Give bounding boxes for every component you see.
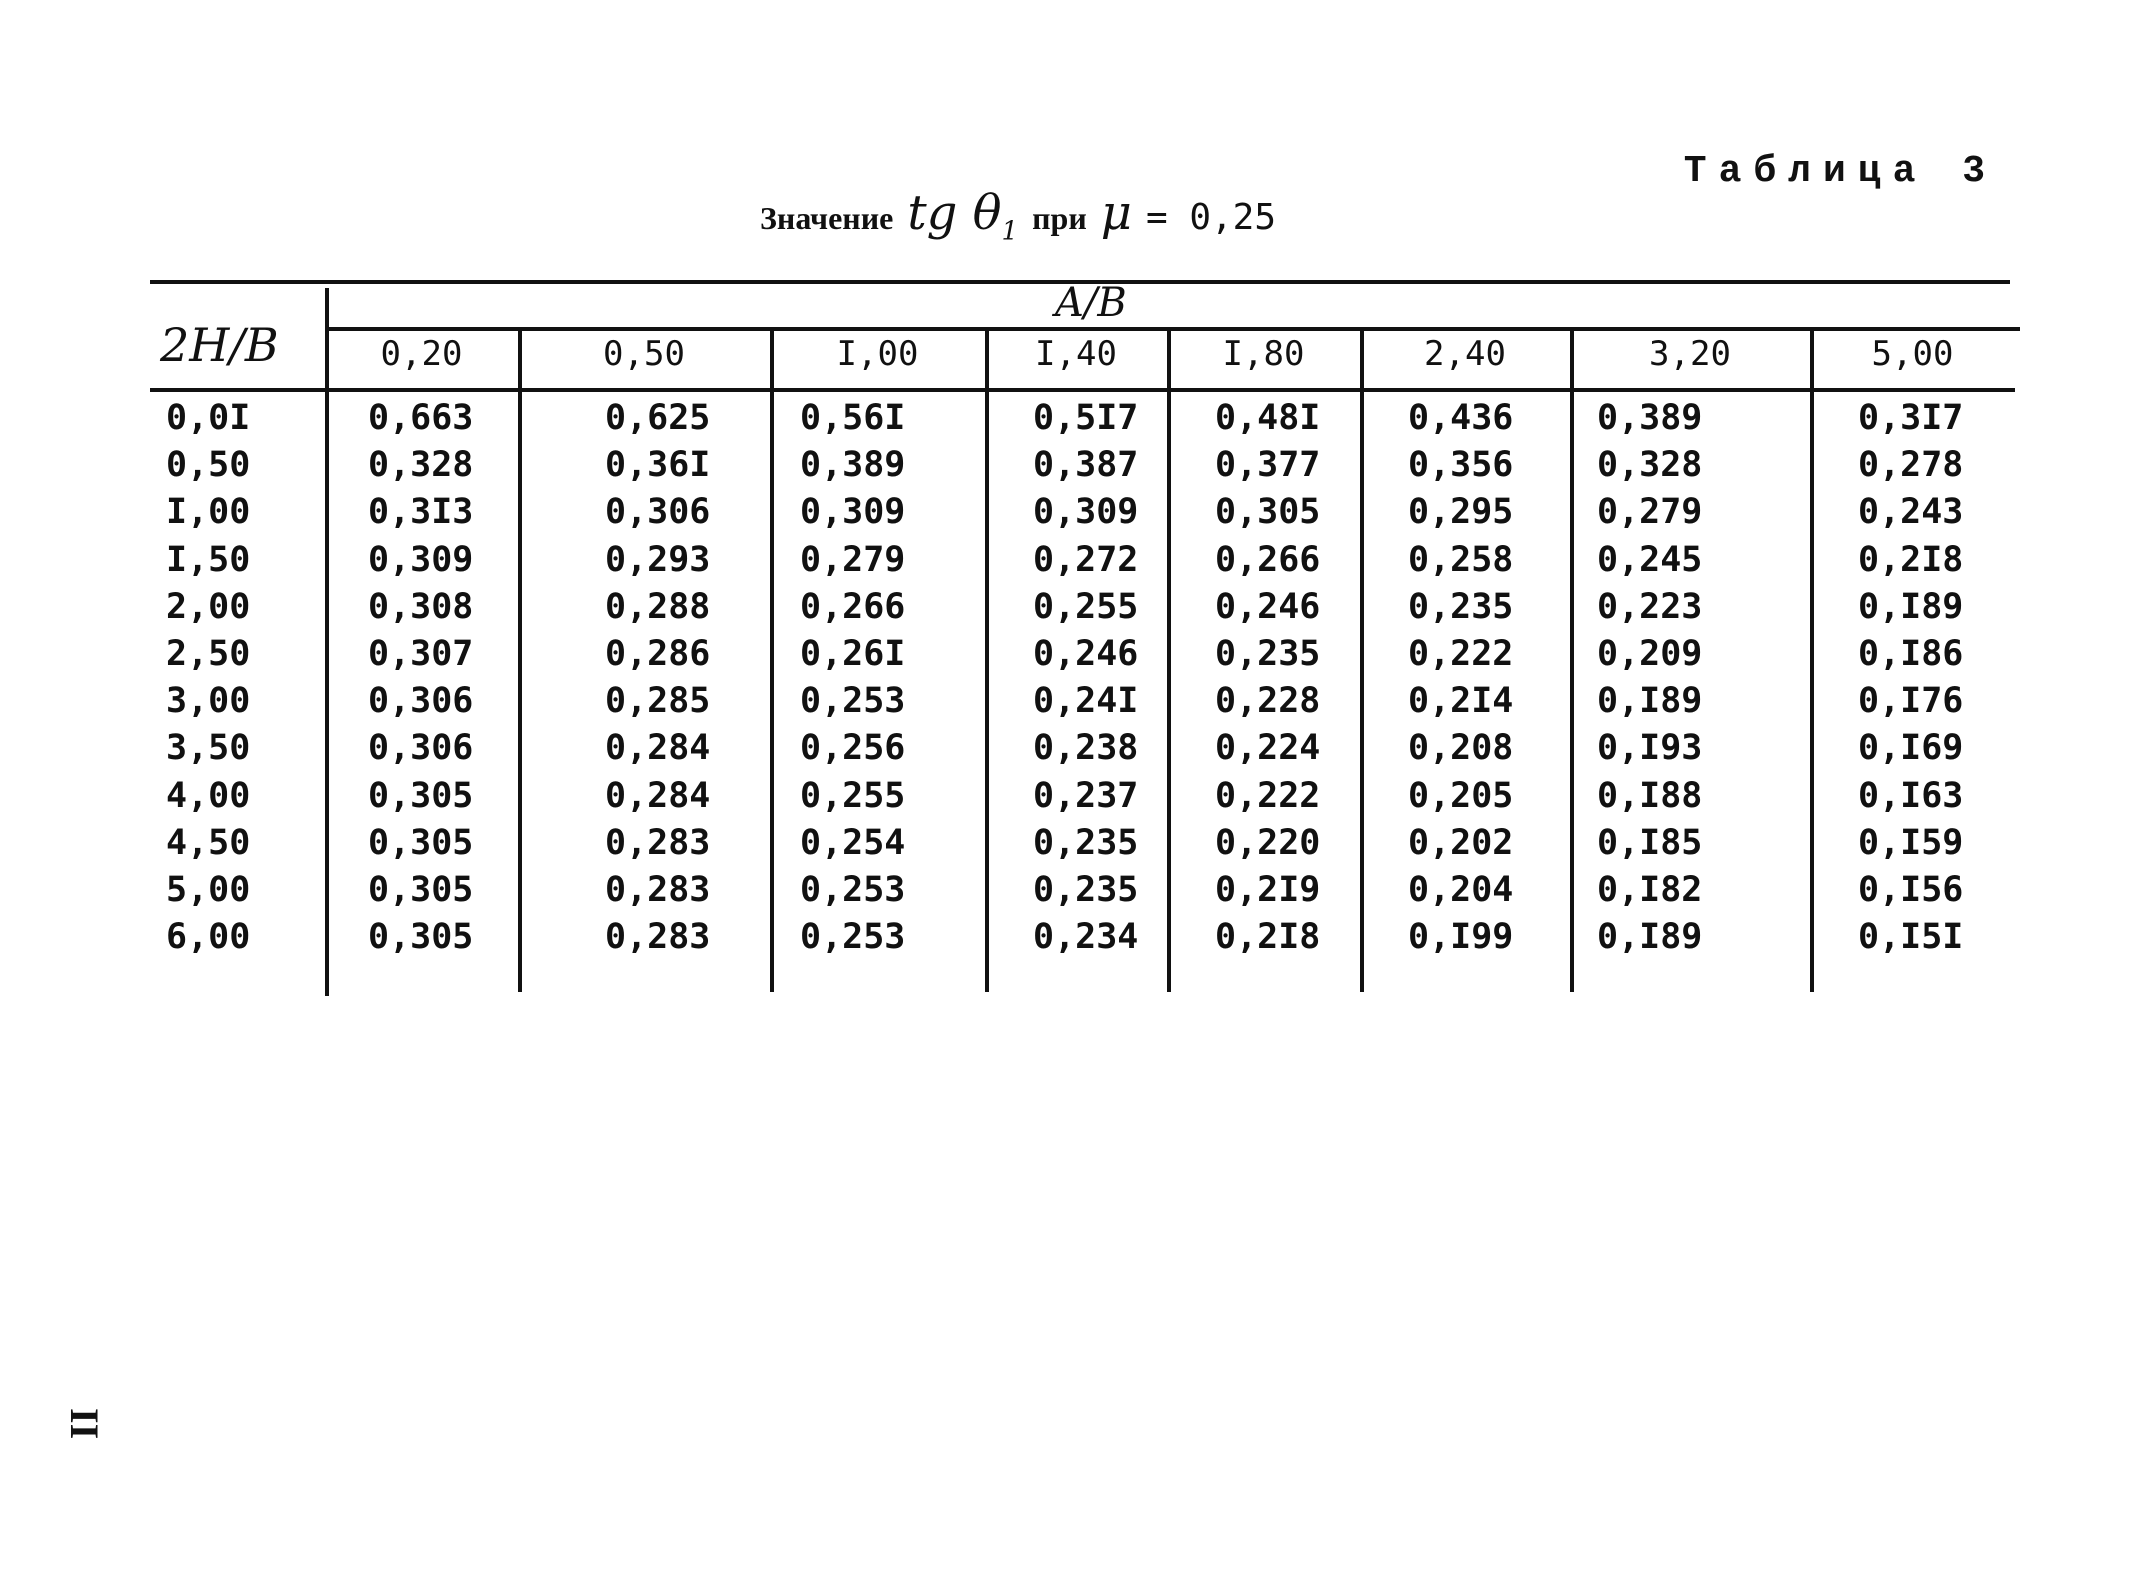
table-cell: 0,278: [1858, 445, 1964, 486]
row-label: 4,00: [166, 775, 251, 816]
table-cell: 0,309: [368, 539, 474, 580]
table-cell: 0,235: [1033, 870, 1139, 910]
table-cell: 0,663: [368, 398, 474, 438]
table-cell: 0,234: [1033, 917, 1139, 958]
row-header: 2H/B: [160, 318, 279, 372]
table-cell: 0,283: [605, 822, 711, 863]
table-cell: 0,258: [1408, 539, 1514, 580]
table-cell: 0,26I: [800, 634, 906, 674]
table-cell: 0,I85: [1597, 822, 1703, 863]
table-cell: 0,255: [800, 775, 906, 816]
column-divider: [1810, 330, 1814, 992]
table-cell: 0,2I4: [1408, 681, 1514, 722]
table-cell: 0,284: [605, 775, 711, 816]
table-cell: 0,204: [1408, 870, 1514, 910]
column-header: I,40: [1035, 334, 1117, 374]
caption-prefix: Значение: [760, 200, 894, 236]
table-cell: 0,3I7: [1858, 398, 1964, 438]
table-cell: 0,208: [1408, 728, 1514, 769]
column-header: 3,20: [1649, 334, 1731, 374]
caption-mu-symbol: μ: [1100, 185, 1132, 241]
table-cell: 0,209: [1597, 634, 1703, 674]
table-cell: 0,2I8: [1858, 539, 1964, 580]
table-cell: 0,253: [800, 870, 906, 910]
table-cell: 0,246: [1215, 586, 1321, 627]
table-cell: 0,285: [605, 681, 711, 722]
table-cell: 0,I56: [1858, 870, 1964, 910]
table-cell: 0,272: [1033, 539, 1139, 580]
table-cell: 0,I89: [1858, 586, 1964, 627]
table-cell: 0,255: [1033, 586, 1139, 627]
table-cell: 0,I63: [1858, 775, 1964, 816]
table-cell: 0,245: [1597, 539, 1703, 580]
column-divider: [1360, 330, 1364, 992]
row-label: 3,00: [166, 681, 251, 722]
column-divider: [518, 330, 522, 992]
table-cell: 0,306: [368, 681, 474, 722]
table-cell: 0,328: [1597, 445, 1703, 486]
table-cell: 0,305: [368, 822, 474, 863]
table-cell: 0,243: [1858, 492, 1964, 533]
caption-mu-value: = 0,25: [1145, 197, 1277, 238]
column-divider: [770, 330, 774, 992]
table-cell: 0,I5I: [1858, 917, 1964, 958]
row-header-divider: [325, 288, 329, 996]
table-cell: 0,306: [605, 492, 711, 533]
table-cell: 0,283: [605, 917, 711, 958]
table-cell: 0,253: [800, 681, 906, 722]
table-cell: 0,I93: [1597, 728, 1703, 769]
table-cell: 0,305: [368, 870, 474, 910]
table-cell: 0,228: [1215, 681, 1321, 722]
table-cell: 0,5I7: [1033, 398, 1139, 438]
table-cell: 0,288: [605, 586, 711, 627]
row-label: 4,50: [166, 822, 251, 863]
table-caption: [760, 185, 1276, 247]
table-cell: 0,387: [1033, 445, 1139, 486]
table-cell: 0,24I: [1033, 681, 1139, 722]
table-cell: 0,256: [800, 728, 906, 769]
table-cell: 0,377: [1215, 445, 1321, 486]
table-cell: 0,222: [1215, 775, 1321, 816]
table-cell: 0,293: [605, 539, 711, 580]
table-cell: 0,205: [1408, 775, 1514, 816]
table-cell: 0,279: [1597, 492, 1703, 533]
row-label: 6,00: [166, 917, 251, 958]
table-cell: 0,235: [1215, 634, 1321, 674]
table-cell: 0,389: [800, 445, 906, 486]
table-cell: 0,3I3: [368, 492, 474, 533]
table-cell: 0,48I: [1215, 398, 1321, 438]
table-cell: 0,307: [368, 634, 474, 674]
caption-condition: при: [1032, 200, 1087, 236]
column-group-header: A/B: [1055, 280, 1127, 326]
table-cell: 0,266: [1215, 539, 1321, 580]
table-cell: 0,356: [1408, 445, 1514, 486]
table-cell: 0,I59: [1858, 822, 1964, 863]
table-cell: 0,222: [1408, 634, 1514, 674]
table-cell: 0,I99: [1408, 917, 1514, 958]
table-cell: 0,237: [1033, 775, 1139, 816]
table-cell: 0,220: [1215, 822, 1321, 863]
table-cell: 0,223: [1597, 586, 1703, 627]
table-cell: 0,279: [800, 539, 906, 580]
table-cell: 0,I88: [1597, 775, 1703, 816]
table-cell: 0,309: [1033, 492, 1139, 533]
table-cell: 0,389: [1597, 398, 1703, 438]
column-header: 2,40: [1424, 334, 1506, 374]
table-cell: 0,I89: [1597, 917, 1703, 958]
table-cell: 0,305: [368, 775, 474, 816]
row-label: 5,00: [166, 870, 251, 910]
table-cell: 0,2I9: [1215, 870, 1321, 910]
table-cell: 0,I82: [1597, 870, 1703, 910]
table-cell: 0,246: [1033, 634, 1139, 674]
table-cell: 0,254: [800, 822, 906, 863]
table-cell: 0,I89: [1597, 681, 1703, 722]
column-divider: [1570, 330, 1574, 992]
table-cell: 0,308: [368, 586, 474, 627]
table-cell: 0,295: [1408, 492, 1514, 533]
caption-symbol: tg $\theta_1$: [907, 185, 1019, 247]
row-label: 2,00: [166, 586, 251, 627]
table-cell: 0,I86: [1858, 634, 1964, 674]
table-cell: 0,I76: [1858, 681, 1964, 722]
table-cell: 0,235: [1408, 586, 1514, 627]
table-cell: 0,I69: [1858, 728, 1964, 769]
table-cell: 0,328: [368, 445, 474, 486]
table-cell: 0,305: [368, 917, 474, 958]
column-header: 0,50: [603, 334, 685, 374]
table-cell: 0,283: [605, 870, 711, 910]
column-header: 0,20: [380, 334, 463, 374]
column-header: 5,00: [1871, 334, 1954, 374]
table-cell: 0,306: [368, 728, 474, 769]
column-header: I,80: [1222, 334, 1305, 374]
header-bottom-rule: [150, 388, 2015, 392]
table-cell: 0,309: [800, 492, 906, 533]
row-label: 0,50: [166, 445, 251, 486]
table-cell: 0,36I: [605, 445, 711, 486]
row-label: 2,50: [166, 634, 251, 674]
table-cell: 0,253: [800, 917, 906, 958]
page-number: II: [62, 1408, 107, 1440]
table-cell: 0,2I8: [1215, 917, 1321, 958]
column-header: I,00: [836, 334, 919, 374]
row-label: I,50: [166, 539, 251, 580]
column-divider: [985, 330, 989, 992]
table-cell: 0,56I: [800, 398, 906, 438]
column-divider: [1167, 330, 1171, 992]
table-cell: 0,305: [1215, 492, 1321, 533]
table-cell: 0,286: [605, 634, 711, 674]
table-cell: 0,202: [1408, 822, 1514, 863]
column-group-rule: [325, 327, 2020, 331]
table-cell: 0,266: [800, 586, 906, 627]
table-cell: 0,224: [1215, 728, 1321, 769]
row-label: 0,0I: [166, 398, 251, 438]
table-cell: 0,238: [1033, 728, 1139, 769]
table-cell: 0,436: [1408, 398, 1514, 438]
row-label: 3,50: [166, 728, 251, 769]
table-number-label: Таблица 3: [1683, 150, 1997, 193]
row-label: I,00: [166, 492, 251, 533]
table-cell: 0,625: [605, 398, 711, 438]
table-cell: 0,284: [605, 728, 711, 769]
table-cell: 0,235: [1033, 822, 1139, 863]
